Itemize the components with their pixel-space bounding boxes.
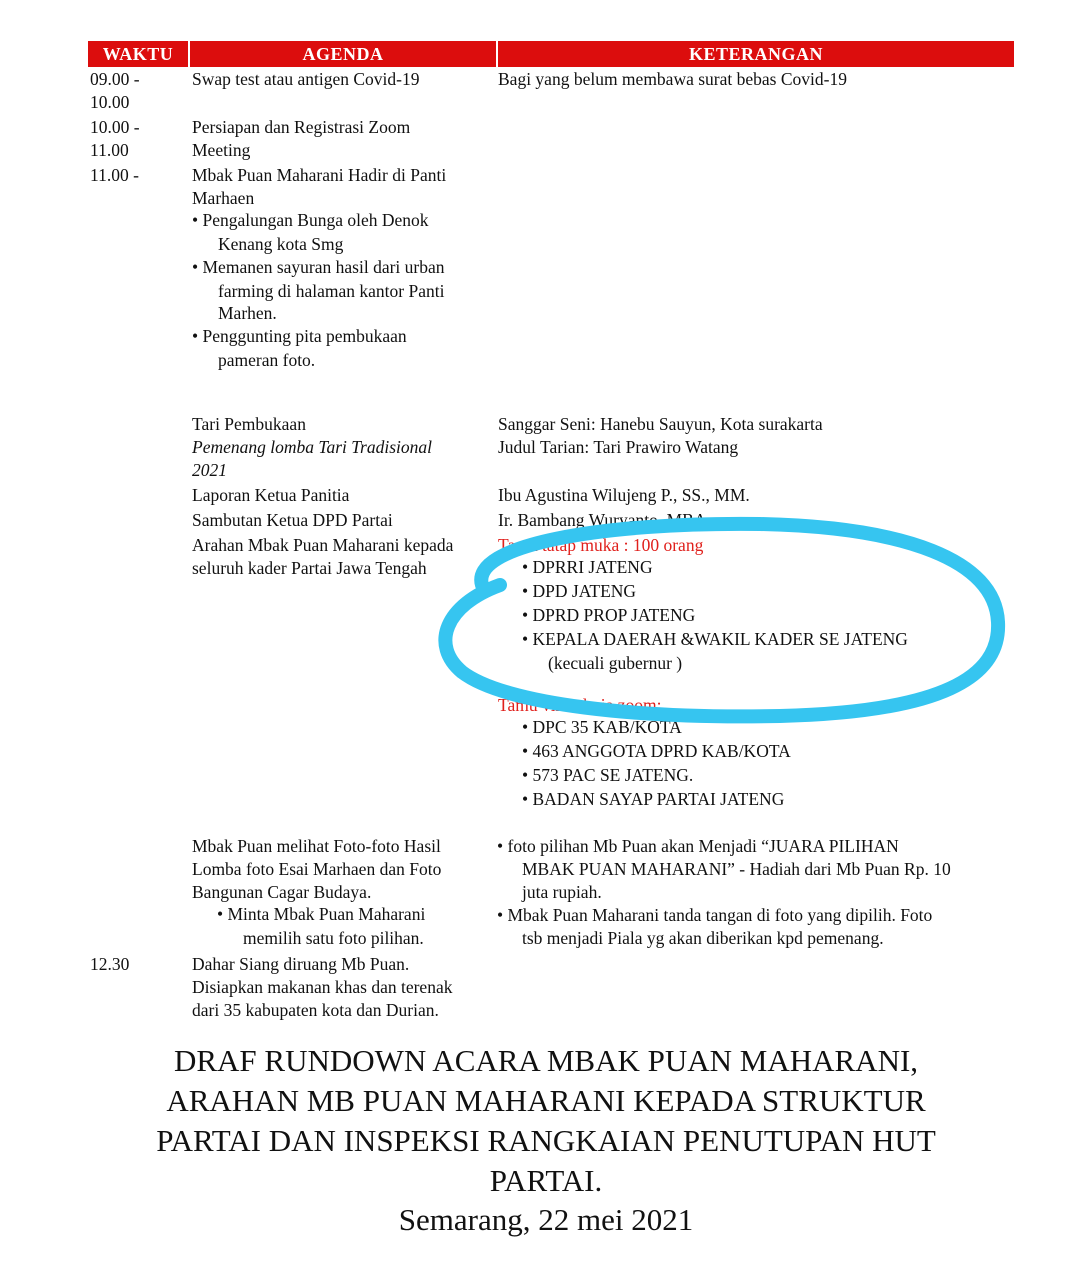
agenda-cell: Arahan Mbak Puan Maharani kepada <box>192 535 454 555</box>
waktu-cell: 12.30 <box>90 954 130 974</box>
agenda-cell: seluruh kader Partai Jawa Tengah <box>192 558 427 578</box>
header-agenda: AGENDA <box>302 44 384 64</box>
guest-list-note: (kecuali gubernur ) <box>548 653 683 673</box>
keterangan-cell: Sanggar Seni: Hanebu Sauyun, Kota surakarta <box>498 414 823 434</box>
agenda-cell: Laporan Ketua Panitia <box>192 485 350 505</box>
agenda-cell: Swap test atau antigen Covid-19 <box>192 69 420 89</box>
waktu-cell: 10.00 - <box>90 117 140 137</box>
caption-title-line: ARAHAN MB PUAN MAHARANI KEPADA STRUKTUR <box>166 1083 926 1118</box>
waktu-cell: 11.00 <box>90 140 129 160</box>
guest-list-item: • DPRRI JATENG <box>522 557 653 577</box>
header-keterangan: KETERANGAN <box>688 44 823 64</box>
agenda-cell: Persiapan dan Registrasi Zoom <box>192 117 411 137</box>
agenda-bullet: Kenang kota Smg <box>218 234 344 254</box>
keterangan-bullet: juta rupiah. <box>522 882 602 902</box>
agenda-italic: Pemenang lomba Tari Tradisional <box>192 437 433 457</box>
virtual-list-item: • 573 PAC SE JATENG. <box>522 765 694 785</box>
agenda-bullet: Marhen. <box>218 303 277 323</box>
agenda-bullet: • Memanen sayuran hasil dari urban <box>192 257 445 277</box>
caption-date: Semarang, 22 mei 2021 <box>398 1202 694 1237</box>
keterangan-bullet: • Mbak Puan Maharani tanda tangan di foto yang dipilih. Foto <box>497 905 933 925</box>
waktu-cell: 10.00 <box>90 92 130 112</box>
agenda-cell: Mbak Puan Maharani Hadir di Panti <box>192 165 447 185</box>
caption-title-line: DRAF RUNDOWN ACARA MBAK PUAN MAHARANI, <box>173 1043 919 1078</box>
agenda-bullet: • Penggunting pita pembukaan <box>192 326 407 346</box>
agenda-cell: Meeting <box>192 140 251 160</box>
agenda-cell: Disiapkan makanan khas dan terenak <box>192 977 453 997</box>
guest-list-item: • DPD JATENG <box>522 581 637 601</box>
keterangan-cell: Bagi yang belum membawa surat bebas Covid-19 <box>498 69 847 89</box>
virtual-list-item: • 463 ANGGOTA DPRD KAB/KOTA <box>522 741 791 761</box>
keterangan-bullet: • foto pilihan Mb Puan akan Menjadi “JUARA PILIHAN <box>497 836 899 856</box>
caption-title-line: PARTAI. <box>489 1163 603 1198</box>
agenda-cell: Bangunan Cagar Budaya. <box>192 882 372 902</box>
agenda-cell: Dahar Siang diruang Mb Puan. <box>192 954 410 974</box>
waktu-cell: 11.00 - <box>90 165 139 185</box>
agenda-bullet: farming di halaman kantor Panti <box>218 281 445 301</box>
agenda-bullet: memilih satu foto pilihan. <box>243 928 424 948</box>
agenda-cell: Mbak Puan melihat Foto-foto Hasil <box>192 836 441 856</box>
caption-title-line: PARTAI DAN INSPEKSI RANGKAIAN PENUTUPAN HUT <box>156 1123 936 1158</box>
guest-list-item: • KEPALA DAERAH &WAKIL KADER SE JATENG <box>522 629 908 649</box>
agenda-bullet: • Pengalungan Bunga oleh Denok <box>192 210 429 230</box>
virtual-list-item: • BADAN SAYAP PARTAI JATENG <box>522 789 785 809</box>
agenda-bullet: • Minta Mbak Puan Maharani <box>217 904 426 924</box>
keterangan-cell: Judul Tarian: Tari Prawiro Watang <box>498 437 739 457</box>
agenda-cell: Lomba foto Esai Marhaen dan Foto <box>192 859 442 879</box>
guest-list-item: • DPRD PROP JATENG <box>522 605 696 625</box>
agenda-bullet: pameran foto. <box>218 350 316 370</box>
guest-heading-virtual: Tamu virtual via zoom: <box>498 695 662 715</box>
header-waktu: WAKTU <box>102 44 174 64</box>
keterangan-bullet: MBAK PUAN MAHARANI” - Hadiah dari Mb Puan Rp. 10 <box>522 859 951 879</box>
agenda-italic: 2021 <box>192 460 227 480</box>
virtual-list-item: • DPC 35 KAB/KOTA <box>522 717 682 737</box>
keterangan-cell: Ibu Agustina Wilujeng P., SS., MM. <box>498 485 750 505</box>
agenda-cell: Marhaen <box>192 188 255 208</box>
guest-heading-in-person: Tamu tatap muka : 100 orang <box>498 535 704 555</box>
keterangan-cell: Ir. Bambang Wuryanto, MBA <box>498 510 707 530</box>
waktu-cell: 09.00 - <box>90 69 140 89</box>
agenda-cell: Tari Pembukaan <box>192 414 306 434</box>
agenda-cell: Sambutan Ketua DPD Partai <box>192 510 393 530</box>
keterangan-bullet: tsb menjadi Piala yg akan diberikan kpd pemenang. <box>522 928 884 948</box>
agenda-cell: dari 35 kabupaten kota dan Durian. <box>192 1000 439 1020</box>
